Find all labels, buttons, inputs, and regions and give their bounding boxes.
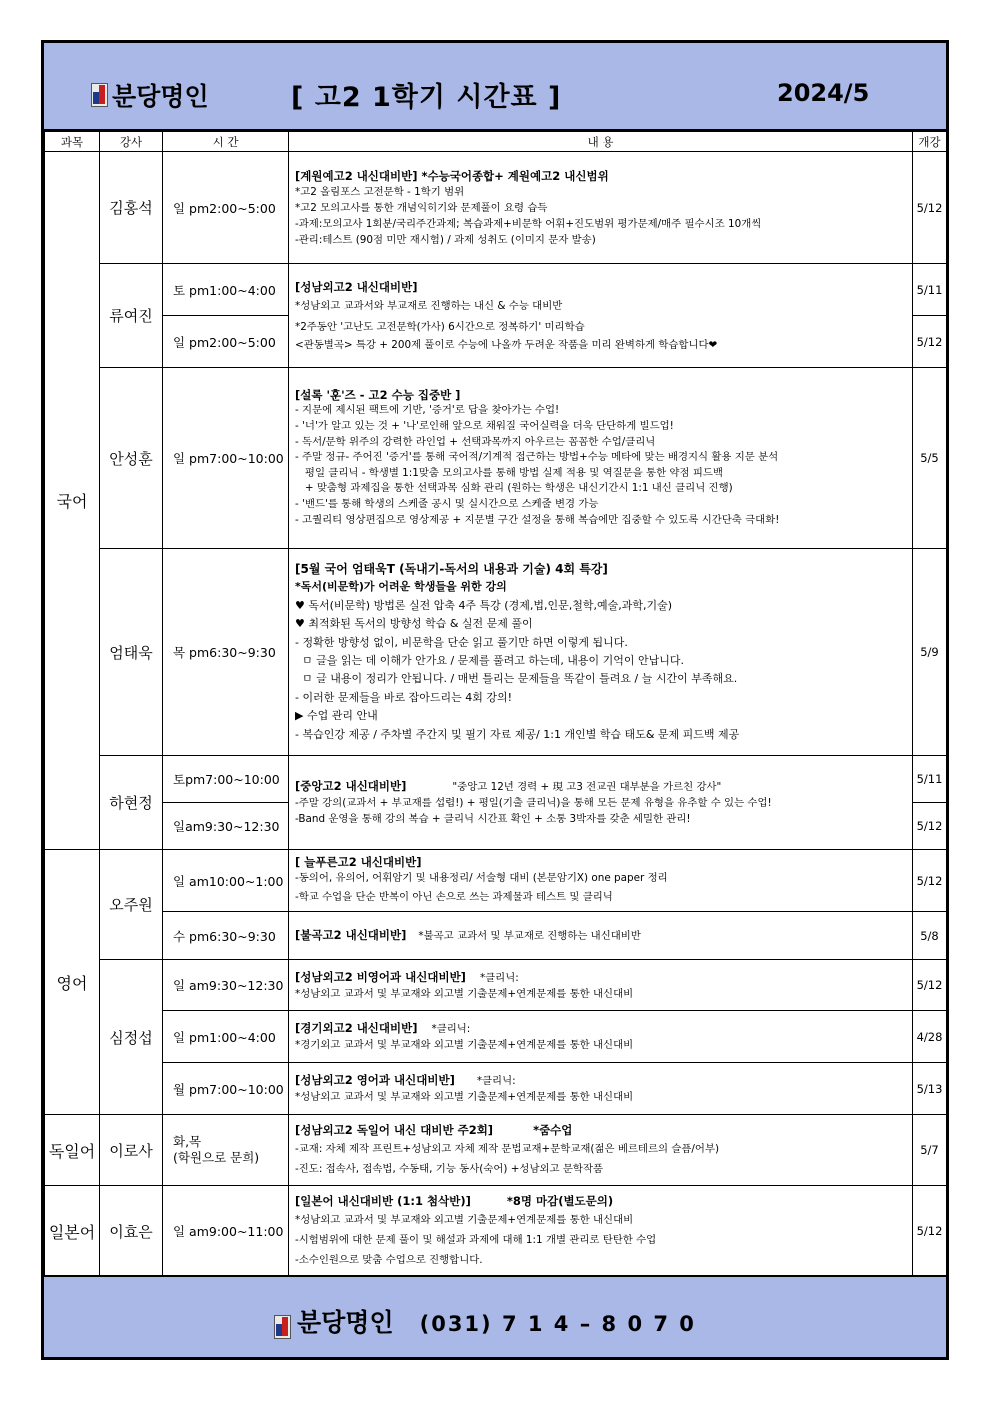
content-heading: [계원예고2 내신대비반] *수능국어종합+ 계원예고2 내신범위	[295, 168, 609, 183]
start-date: 5/12	[913, 1186, 947, 1277]
col-header-subject: 과목	[45, 132, 100, 152]
teacher-name: 오주원	[100, 850, 163, 960]
content-line: *고2 올림포스 고전문학 - 1학기 범위	[295, 185, 465, 198]
content-line: -교재: 자체 제작 프린트+성남외고 자체 제작 문법교재+문학교재(젊은 베르테르의 슬픔/어부)	[295, 1142, 720, 1155]
table-row	[45, 912, 947, 960]
content-line: -관리:테스트 (90점 미만 재시험) / 과제 성취도 (이미지 문자 발송)	[295, 233, 596, 246]
table-row	[45, 756, 947, 803]
brand-name: 분당명인	[112, 82, 209, 111]
timetable-frame	[41, 40, 949, 1360]
table-row	[45, 1115, 947, 1186]
table-row	[45, 152, 947, 264]
table-row	[45, 549, 947, 756]
content-line: - 독서/문학 위주의 강력한 라인업 + 선택과목까지 아우르는 꼼꼼한 수업/클리닉	[295, 435, 656, 448]
class-time: 목 pm6:30~9:30	[163, 549, 289, 756]
content-line: -진도: 접속사, 접속법, 수동태, 기능 동사(숙어) +성남외고 문학작품	[295, 1162, 604, 1175]
class-time: 수 pm6:30~9:30	[163, 912, 289, 960]
content-line: - 정확한 방향성 없이, 비문학을 단순 읽고 풀기만 하면 이렇게 됩니다.	[295, 635, 628, 649]
content-heading-note: *줌수업	[533, 1122, 573, 1137]
content-heading: [ 늘푸른고2 내신대비반]	[295, 854, 422, 869]
teacher-name: 심정섭	[100, 960, 163, 1115]
class-content	[289, 1186, 913, 1277]
content-line: *경기외고 교과서 및 부교재와 외고별 기출문제+연계문제를 통한 내신대비	[295, 1039, 634, 1051]
subject-german: 독일어	[45, 1115, 100, 1186]
content-heading-note: *8명 마감(별도문의)	[506, 1193, 614, 1208]
start-date: 5/7	[913, 1115, 947, 1186]
content-heading: [중앙고2 내신대비반]	[295, 779, 407, 793]
start-date: 5/12	[913, 316, 947, 368]
content-line: *성남외고 교과서와 부교재로 진행하는 내신 & 수능 대비반	[295, 299, 563, 312]
teacher-name: 류여진	[100, 264, 163, 368]
header-banner	[44, 43, 946, 131]
class-time: 일 am10:00~1:00	[163, 850, 289, 912]
teacher-name: 이로사	[100, 1115, 163, 1186]
class-time-days: 화,목	[173, 1134, 202, 1149]
content-line: ♥ 독서(비문학) 방법론 실전 압축 4주 특강 (경제,법,인문,철학,예술,과학,기술)	[295, 598, 673, 612]
start-date: 5/11	[913, 756, 947, 803]
table-header-row	[45, 132, 947, 152]
content-heading: [5월 국어 엄태욱T (독내기-독서의 내용과 기술) 4회 특강]	[295, 561, 608, 576]
col-header-content: 내 용	[289, 132, 913, 152]
footer-brand: 분당명인	[297, 1308, 394, 1337]
content-heading: [성남외고2 비영어과 내신대비반]	[295, 969, 466, 984]
brand	[91, 77, 209, 113]
class-time: 일 pm2:00~5:00	[163, 316, 289, 368]
class-time: 토pm7:00~10:00	[163, 756, 289, 803]
content-line: -주말 강의(교과서 + 부교재를 섭렵!) + 평일(기출 클리닉)을 통해 모든 문제 유형을 유추할 수 있는 수업!	[295, 797, 772, 809]
content-line: - 고퀄리티 영상편집으로 영상제공 + 지문별 구간 설정을 통해 복습에만 집중할 수 있도록 시간단축 극대화!	[295, 513, 780, 526]
start-date: 5/12	[913, 152, 947, 264]
content-line: *독서(비문학)가 어려운 학생들을 위한 강의	[295, 580, 507, 594]
table-row	[45, 1063, 947, 1115]
content-heading: [불곡고2 내신대비반]	[295, 928, 407, 942]
class-time: 일 pm1:00~4:00	[163, 1011, 289, 1063]
subject-korean: 국어	[45, 152, 100, 850]
content-line: -과제:모의고사 1회분/국리주간과제; 복습과제+비문학 어휘+진도범위 평가문제/매주 필수시조 10개씩	[295, 217, 762, 230]
start-date: 5/12	[913, 803, 947, 850]
class-time: 월 pm7:00~10:00	[163, 1063, 289, 1115]
class-content	[289, 850, 913, 912]
footer-banner	[44, 1275, 946, 1357]
footer-phone: (031) 7 1 4 – 8 0 7 0	[419, 1312, 696, 1336]
content-line: ♥ 최적화된 독서의 방향성 학습 & 실전 문제 풀이	[295, 617, 533, 631]
content-line: - 이러한 문제들을 바로 잡아드리는 4회 강의!	[295, 690, 512, 704]
content-line: *성남외고 교과서 및 부교재와 외고별 기출문제+연계문제를 통한 내신대비	[295, 1091, 634, 1103]
table-row	[45, 850, 947, 912]
teacher-name: 이효은	[100, 1186, 163, 1277]
content-line: -Band 운영을 통해 강의 복습 + 클리닉 시간표 확인 + 소통 3박자를 갖춘 세밀한 관리!	[295, 813, 691, 825]
page-date: 2024/5	[777, 79, 870, 107]
start-date: 5/9	[913, 549, 947, 756]
brand-logo-icon	[91, 83, 108, 107]
start-date: 5/12	[913, 960, 947, 1011]
content-line: *2주동안 '고난도 고전문학(가사) 6시간으로 정복하기' 미리학습	[295, 320, 585, 333]
content-heading: [성남외고2 영어과 내신대비반]	[295, 1073, 455, 1087]
content-heading-note: *불곡고 교과서 및 부교재로 진행하는 내신대비반	[418, 930, 641, 942]
col-header-time: 시 간	[163, 132, 289, 152]
content-heading-note: *클리닉:	[479, 971, 519, 984]
subject-english: 영어	[45, 850, 100, 1115]
content-line: -소수인원으로 맞춤 수업으로 진행합니다.	[295, 1253, 483, 1266]
class-time: 일 am9:30~12:30	[163, 960, 289, 1011]
start-date: 5/12	[913, 850, 947, 912]
table-row	[45, 1186, 947, 1277]
content-line: ㅁ 글을 읽는 데 이해가 안가요 / 문제를 풀려고 하는데, 내용이 기억이 안납니다.	[295, 654, 685, 667]
class-content	[289, 960, 913, 1011]
content-line: *고2 모의고사를 통한 개념익히기와 문제풀이 요령 습득	[295, 201, 548, 214]
table-row	[45, 1011, 947, 1063]
class-content	[289, 1115, 913, 1186]
col-header-teacher: 강사	[100, 132, 163, 152]
class-content	[289, 756, 913, 850]
content-line: - '너'가 알고 있는 것 + '나'로인해 앞으로 채워질 국어실력을 더욱 단단하게 빌드업!	[295, 420, 674, 433]
content-line: 평일 클리닉 - 학생별 1:1맞춤 모의고사를 통해 방법 실제 적용 및 역질문을 통한 약점 피드백	[295, 466, 723, 479]
table-row	[45, 368, 947, 549]
class-time: 일am9:30~12:30	[163, 803, 289, 850]
table-row	[45, 960, 947, 1011]
content-heading-note: *클리닉:	[431, 1023, 471, 1035]
content-line: *성남외고 교과서 및 부교재와 외고별 기출문제+연계문제를 통한 내신대비	[295, 1213, 634, 1226]
class-content	[289, 1011, 913, 1063]
teacher-name: 김홍석	[100, 152, 163, 264]
class-time	[163, 1115, 289, 1186]
content-heading: [경기외고2 내신대비반]	[295, 1021, 418, 1035]
subject-japanese: 일본어	[45, 1186, 100, 1277]
class-time: 일 pm7:00~10:00	[163, 368, 289, 549]
class-content	[289, 368, 913, 549]
timetable	[44, 131, 947, 1277]
content-line: - '밴드'를 통해 학생의 스케줄 공시 및 실시간으로 스케줄 변경 가능	[295, 497, 599, 510]
content-heading: [설록 '훈'즈 - 고2 수능 집중반 ]	[295, 387, 461, 402]
content-line: + 맞춤형 과제집을 통한 선택과목 심화 관리 (원하는 학생은 내신기간시 1:1 내신 클리닉 진행)	[295, 482, 733, 495]
footer-contact	[274, 1303, 696, 1339]
content-line: ▶ 수업 관리 안내	[295, 709, 378, 723]
class-time: 토 pm1:00~4:00	[163, 264, 289, 316]
content-line: -동의어, 유의어, 어휘암기 및 내용정리/ 서술형 대비 (본문암기X) one paper 정리	[295, 871, 668, 884]
teacher-name: 엄태욱	[100, 549, 163, 756]
start-date: 5/5	[913, 368, 947, 549]
class-content	[289, 264, 913, 368]
footer-logo-icon	[274, 1315, 291, 1339]
content-line: <관동별곡> 특강 + 200제 풀이로 수능에 나올까 두려운 작품을 미리 완벽하게 학습합니다❤	[295, 338, 718, 351]
content-line: *성남외고 교과서 및 부교재와 외고별 기출문제+연계문제를 통한 내신대비	[295, 987, 634, 1000]
content-heading: [성남외고2 독일어 내신 대비반 주2회]	[295, 1122, 494, 1137]
start-date: 5/13	[913, 1063, 947, 1115]
content-heading-note: *클리닉:	[476, 1075, 516, 1087]
col-header-start: 개강	[913, 132, 947, 152]
start-date: 5/11	[913, 264, 947, 316]
content-line: -학교 수업을 단순 반복이 아닌 손으로 쓰는 과제물과 테스트 및 클리닉	[295, 890, 613, 903]
content-heading: [성남외고2 내신대비반]	[295, 279, 418, 294]
page-title: [ 고2 1학기 시간표 ]	[291, 82, 562, 113]
content-line: ㅁ 글 내용이 정리가 안됩니다. / 매번 틀리는 문제들을 똑같이 틀려요 / 늘 시간이 부족해요.	[295, 672, 738, 686]
class-time: 일 pm2:00~5:00	[163, 152, 289, 264]
content-line: - 지문에 제시된 팩트에 기반, '증거'로 답을 찾아가는 수업!	[295, 404, 560, 417]
class-content	[289, 1063, 913, 1115]
class-content	[289, 549, 913, 756]
content-line: - 주말 정규- 주어진 '증거'를 통해 국어적/기계적 접근하는 방법+수능 메타에 맞는 배경지식 활용 지문 분석	[295, 451, 779, 464]
teacher-name: 안성훈	[100, 368, 163, 549]
class-content	[289, 912, 913, 960]
content-line: - 복습인강 제공 / 주차별 주간지 및 필기 자료 제공/ 1:1 개인별 학습 태도& 문제 피드백 제공	[295, 727, 740, 741]
table-row	[45, 264, 947, 316]
start-date: 4/28	[913, 1011, 947, 1063]
start-date: 5/8	[913, 912, 947, 960]
teacher-name: 하현정	[100, 756, 163, 850]
class-content	[289, 152, 913, 264]
content-heading: [일본어 내신대비반 (1:1 첨삭반)]	[295, 1193, 471, 1208]
content-line: -시험범위에 대한 문제 풀이 및 해설과 과제에 대해 1:1 개별 관리로 탄탄한 수업	[295, 1233, 657, 1246]
content-heading-note: "중앙고 12년 경력 + 現 고3 전교권 대부분을 가르친 강사"	[452, 781, 722, 793]
class-time-note: (학원으로 문희)	[173, 1150, 260, 1165]
class-time: 일 am9:00~11:00	[163, 1186, 289, 1277]
